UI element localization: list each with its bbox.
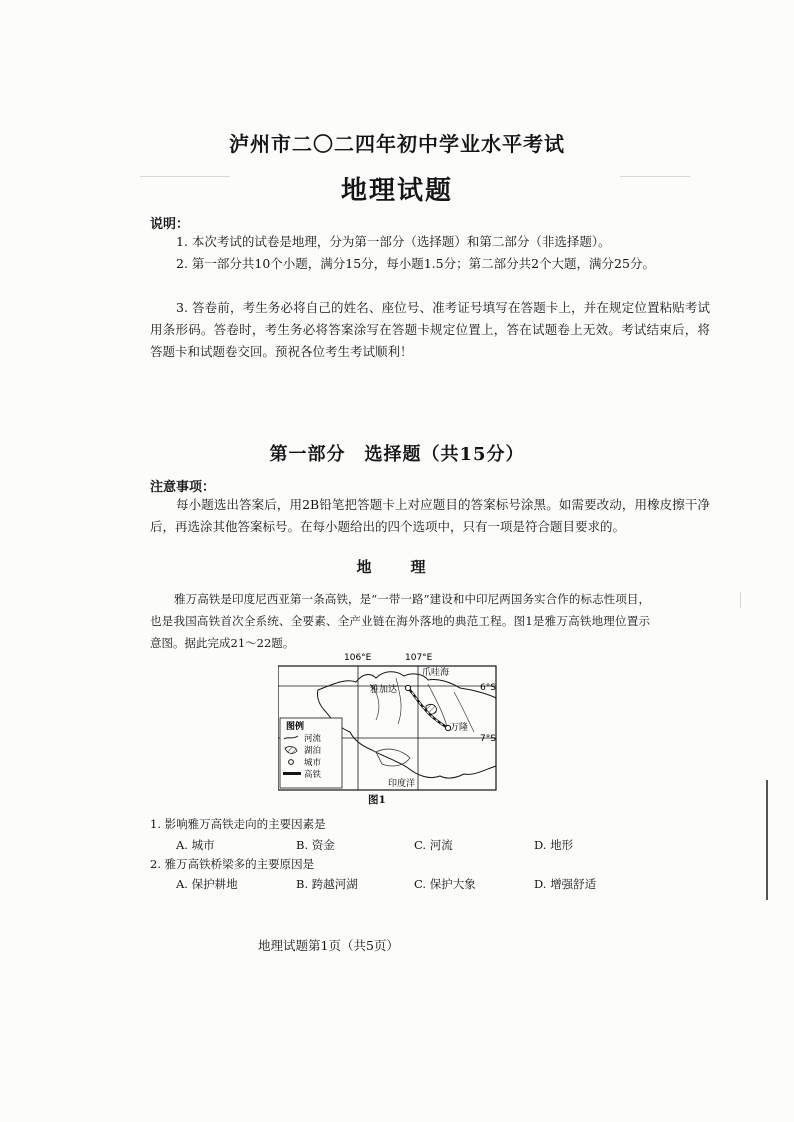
instruction-item-2: 2. 第一部分共10个小题，满分15分，每小题1.5分；第二部分共2个大题，满分25分。 (176, 256, 655, 271)
legend-label-lake: 湖泊 (304, 746, 322, 756)
question-1-option-a: A. 城市 (176, 838, 215, 852)
instruction-item-1: 1. 本次考试的试卷是地理，分为第一部分（选择题）和第二部分（非选择题）。 (176, 234, 611, 249)
label-bandung: 万隆 (450, 723, 469, 733)
question-2-option-b: B. 跨越河湖 (296, 877, 358, 891)
scan-artifact (766, 780, 768, 900)
city-jakarta (405, 685, 410, 690)
map-figure (278, 648, 498, 808)
label-java-sea: 爪哇海 (422, 668, 450, 678)
map-legend (280, 718, 342, 788)
figure-caption: 图1 (368, 794, 386, 806)
railway-icon (283, 772, 301, 775)
part-one-title: 第一部分 选择题（共15分） (269, 444, 525, 465)
section-heading: 地 理 (356, 558, 438, 576)
scan-artifact (740, 592, 741, 608)
question-2-stem: 2. 雅万高铁桥梁多的主要原因是 (150, 857, 315, 871)
exam-title: 泸州市二〇二四年初中学业水平考试 (229, 132, 565, 156)
question-2-option-a: A. 保护耕地 (176, 877, 238, 891)
map-svg (278, 648, 498, 808)
lon-label-106: 106°E (344, 653, 372, 663)
question-1-option-b: B. 资金 (296, 838, 335, 852)
lon-label-107: 107°E (405, 653, 433, 663)
question-1-stem: 1. 影响雅万高铁走向的主要因素是 (150, 817, 326, 831)
attention-text: 每小题选出答案后，用2B铅笔把答题卡上对应题目的答案标号涂黑。如需要改动，用橡皮擦干净后，再选涂其他答案标号。在每小题给出的四个选项中，只有一项是符合题目要求的。 (150, 497, 710, 534)
attention-heading: 注意事项： (150, 480, 216, 495)
question-2-option-c: C. 保护大象 (414, 877, 476, 891)
instructions-heading: 说明： (150, 217, 190, 232)
city-icon (289, 760, 294, 765)
question-1-option-c: C. 河流 (414, 838, 453, 852)
question-intro: 雅万高铁是印度尼西亚第一条高铁，是“一带一路”建设和中印尼两国务实合作的标志性项目，也是我国高铁首次全系统、全要素、全产业链在海外落地的典范工程。图1是雅万高铁地理位置示意图。据此完成21～22题。 (150, 592, 650, 650)
legend-label-railway: 高铁 (304, 770, 322, 780)
legend-title: 图例 (286, 722, 305, 732)
page-footer: 地理试题第1页（共5页） (258, 938, 399, 953)
lat-label-7s: 7°S (480, 734, 496, 744)
legend-label-city: 城市 (304, 758, 322, 768)
label-indian-ocean: 印度洋 (388, 779, 416, 789)
question-2-option-d: D. 增强舒适 (534, 877, 597, 891)
lat-label-6s: 6°S (480, 683, 496, 693)
subject-title: 地理试题 (340, 176, 453, 206)
question-1-option-d: D. 地形 (534, 838, 574, 852)
highland-outline (376, 749, 410, 766)
legend-label-river: 河流 (304, 734, 322, 744)
instruction-item-3: 3. 答卷前，考生务必将自己的姓名、座位号、准考证号填写在答题卡上，并在规定位置粘贴考试用条形码。答卷时，考生务必将答案涂写在答题卡规定位置上，答在试题卷上无效。考试结束后，将答题卡和试题卷交回。预祝各位考生考试顺利！ (150, 300, 710, 359)
label-jakarta: 雅加达 (370, 685, 398, 695)
